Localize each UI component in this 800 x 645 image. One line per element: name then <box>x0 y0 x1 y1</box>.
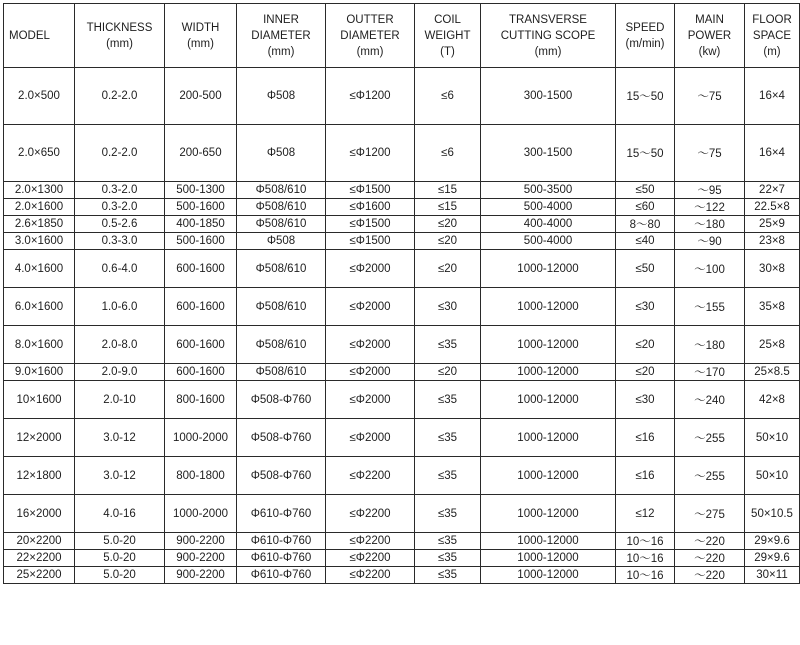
cell-outer-diameter: ≤Φ2000 <box>326 288 415 326</box>
cell-main-power: ～100 <box>675 250 745 288</box>
cell-cutting-scope: 1000-12000 <box>481 457 616 495</box>
cell-coil-weight: ≤35 <box>415 495 481 533</box>
cell-floor-space: 25×8.5 <box>745 364 800 381</box>
cell-floor-space: 16×4 <box>745 68 800 125</box>
cell-coil-weight: ≤35 <box>415 381 481 419</box>
cell-model: 10×1600 <box>4 381 75 419</box>
spec-table-body <box>4 68 800 584</box>
header-main-power: MAIN POWER (kw) <box>675 4 745 68</box>
cell-floor-space: 42×8 <box>745 381 800 419</box>
table-row <box>4 125 800 182</box>
cell-outer-diameter: ≤Φ2200 <box>326 533 415 550</box>
cell-outer-diameter: ≤Φ2200 <box>326 550 415 567</box>
cell-thickness: 0.2-2.0 <box>75 125 165 182</box>
cell-main-power: ～180 <box>675 326 745 364</box>
cell-width: 400-1850 <box>165 216 237 233</box>
cell-main-power: ～180 <box>675 216 745 233</box>
cell-inner-diameter: Φ508 <box>237 125 326 182</box>
cell-cutting-scope: 300-1500 <box>481 68 616 125</box>
cell-model: 6.0×1600 <box>4 288 75 326</box>
cell-thickness: 3.0-12 <box>75 419 165 457</box>
table-row <box>4 533 800 550</box>
cell-model: 22×2200 <box>4 550 75 567</box>
cell-inner-diameter: Φ610-Φ760 <box>237 567 326 584</box>
cell-main-power: ～170 <box>675 364 745 381</box>
cell-outer-diameter: ≤Φ1500 <box>326 216 415 233</box>
cell-width: 800-1800 <box>165 457 237 495</box>
cell-model: 3.0×1600 <box>4 233 75 250</box>
cell-speed: ≤16 <box>616 419 675 457</box>
cell-inner-diameter: Φ508/610 <box>237 199 326 216</box>
cell-outer-diameter: ≤Φ2000 <box>326 381 415 419</box>
cell-cutting-scope: 1000-12000 <box>481 364 616 381</box>
cell-floor-space: 22×7 <box>745 182 800 199</box>
cell-main-power: ～275 <box>675 495 745 533</box>
cell-coil-weight: ≤20 <box>415 250 481 288</box>
cell-speed: ≤20 <box>616 326 675 364</box>
cell-main-power: ～240 <box>675 381 745 419</box>
cell-speed: ≤16 <box>616 457 675 495</box>
cell-inner-diameter: Φ610-Φ760 <box>237 550 326 567</box>
cell-main-power: ～220 <box>675 550 745 567</box>
cell-model: 2.6×1850 <box>4 216 75 233</box>
cell-cutting-scope: 500-3500 <box>481 182 616 199</box>
cell-width: 900-2200 <box>165 550 237 567</box>
table-row <box>4 364 800 381</box>
cell-speed: ≤60 <box>616 199 675 216</box>
cell-thickness: 2.0-8.0 <box>75 326 165 364</box>
cell-speed: 10～16 <box>616 567 675 584</box>
cell-thickness: 0.3-2.0 <box>75 182 165 199</box>
cell-main-power: ～122 <box>675 199 745 216</box>
header-floor-space: FLOOR SPACE (m) <box>745 4 800 68</box>
cell-coil-weight: ≤35 <box>415 567 481 584</box>
cell-main-power: ～255 <box>675 419 745 457</box>
cell-thickness: 5.0-20 <box>75 567 165 584</box>
cell-width: 800-1600 <box>165 381 237 419</box>
table-row <box>4 216 800 233</box>
cell-speed: ≤30 <box>616 288 675 326</box>
cell-outer-diameter: ≤Φ1500 <box>326 182 415 199</box>
cell-floor-space: 50×10 <box>745 457 800 495</box>
cell-coil-weight: ≤35 <box>415 550 481 567</box>
cell-floor-space: 29×9.6 <box>745 533 800 550</box>
cell-inner-diameter: Φ508 <box>237 233 326 250</box>
cell-inner-diameter: Φ610-Φ760 <box>237 495 326 533</box>
cell-model: 4.0×1600 <box>4 250 75 288</box>
cell-width: 1000-2000 <box>165 495 237 533</box>
cell-width: 500-1300 <box>165 182 237 199</box>
cell-speed: 10～16 <box>616 533 675 550</box>
cell-main-power: ～75 <box>675 125 745 182</box>
cell-speed: 10～16 <box>616 550 675 567</box>
cell-outer-diameter: ≤Φ2000 <box>326 419 415 457</box>
cell-main-power: ～220 <box>675 533 745 550</box>
cell-cutting-scope: 400-4000 <box>481 216 616 233</box>
cell-model: 16×2000 <box>4 495 75 533</box>
table-row <box>4 182 800 199</box>
cell-coil-weight: ≤35 <box>415 326 481 364</box>
cell-floor-space: 30×11 <box>745 567 800 584</box>
cell-width: 600-1600 <box>165 326 237 364</box>
cell-inner-diameter: Φ508/610 <box>237 250 326 288</box>
cell-speed: ≤40 <box>616 233 675 250</box>
cell-thickness: 3.0-12 <box>75 457 165 495</box>
cell-coil-weight: ≤20 <box>415 233 481 250</box>
table-row <box>4 457 800 495</box>
table-row <box>4 567 800 584</box>
cell-model: 25×2200 <box>4 567 75 584</box>
cell-model: 12×2000 <box>4 419 75 457</box>
header-coil-weight: COIL WEIGHT (T) <box>415 4 481 68</box>
cell-model: 2.0×1600 <box>4 199 75 216</box>
cell-width: 600-1600 <box>165 364 237 381</box>
cell-floor-space: 35×8 <box>745 288 800 326</box>
cell-main-power: ～75 <box>675 68 745 125</box>
cell-inner-diameter: Φ508-Φ760 <box>237 419 326 457</box>
cell-cutting-scope: 500-4000 <box>481 233 616 250</box>
cell-cutting-scope: 300-1500 <box>481 125 616 182</box>
cell-width: 900-2200 <box>165 533 237 550</box>
cell-speed: 15～50 <box>616 68 675 125</box>
cell-speed: ≤30 <box>616 381 675 419</box>
cell-model: 2.0×1300 <box>4 182 75 199</box>
cell-coil-weight: ≤15 <box>415 182 481 199</box>
cell-coil-weight: ≤35 <box>415 419 481 457</box>
cell-floor-space: 22.5×8 <box>745 199 800 216</box>
cell-cutting-scope: 1000-12000 <box>481 533 616 550</box>
table-row <box>4 381 800 419</box>
table-row <box>4 250 800 288</box>
cell-thickness: 4.0-16 <box>75 495 165 533</box>
cell-inner-diameter: Φ508/610 <box>237 216 326 233</box>
cell-model: 2.0×650 <box>4 125 75 182</box>
cell-model: 2.0×500 <box>4 68 75 125</box>
cell-floor-space: 16×4 <box>745 125 800 182</box>
cell-cutting-scope: 1000-12000 <box>481 381 616 419</box>
cell-inner-diameter: Φ508-Φ760 <box>237 457 326 495</box>
cell-model: 12×1800 <box>4 457 75 495</box>
cell-cutting-scope: 1000-12000 <box>481 495 616 533</box>
cell-width: 600-1600 <box>165 288 237 326</box>
cell-speed: ≤20 <box>616 364 675 381</box>
header-inner-diameter: INNER DIAMETER (mm) <box>237 4 326 68</box>
cell-cutting-scope: 1000-12000 <box>481 419 616 457</box>
cell-coil-weight: ≤35 <box>415 457 481 495</box>
cell-speed: 15～50 <box>616 125 675 182</box>
cell-floor-space: 50×10 <box>745 419 800 457</box>
cell-width: 200-500 <box>165 68 237 125</box>
table-row <box>4 199 800 216</box>
table-row <box>4 495 800 533</box>
cell-thickness: 0.6-4.0 <box>75 250 165 288</box>
cell-thickness: 0.2-2.0 <box>75 68 165 125</box>
cell-cutting-scope: 1000-12000 <box>481 250 616 288</box>
cell-outer-diameter: ≤Φ1600 <box>326 199 415 216</box>
cell-thickness: 5.0-20 <box>75 550 165 567</box>
cell-model: 8.0×1600 <box>4 326 75 364</box>
table-row <box>4 419 800 457</box>
header-thickness: THICKNESS (mm) <box>75 4 165 68</box>
cell-inner-diameter: Φ508-Φ760 <box>237 381 326 419</box>
cell-inner-diameter: Φ508/610 <box>237 364 326 381</box>
table-row <box>4 233 800 250</box>
cell-outer-diameter: ≤Φ2000 <box>326 326 415 364</box>
cell-outer-diameter: ≤Φ2000 <box>326 364 415 381</box>
cell-thickness: 1.0-6.0 <box>75 288 165 326</box>
cell-coil-weight: ≤20 <box>415 364 481 381</box>
cell-cutting-scope: 1000-12000 <box>481 550 616 567</box>
cell-model: 20×2200 <box>4 533 75 550</box>
cell-coil-weight: ≤20 <box>415 216 481 233</box>
cell-outer-diameter: ≤Φ2000 <box>326 250 415 288</box>
cell-speed: ≤50 <box>616 182 675 199</box>
cell-outer-diameter: ≤Φ2200 <box>326 495 415 533</box>
cell-cutting-scope: 1000-12000 <box>481 326 616 364</box>
table-row <box>4 550 800 567</box>
table-row <box>4 68 800 125</box>
cell-width: 1000-2000 <box>165 419 237 457</box>
header-cutting-scope: TRANSVERSE CUTTING SCOPE (mm) <box>481 4 616 68</box>
header-speed: SPEED (m/min) <box>616 4 675 68</box>
cell-width: 200-650 <box>165 125 237 182</box>
cell-inner-diameter: Φ508/610 <box>237 326 326 364</box>
cell-cutting-scope: 500-4000 <box>481 199 616 216</box>
cell-model: 9.0×1600 <box>4 364 75 381</box>
cell-thickness: 5.0-20 <box>75 533 165 550</box>
cell-thickness: 0.3-2.0 <box>75 199 165 216</box>
cell-thickness: 0.3-3.0 <box>75 233 165 250</box>
cell-floor-space: 30×8 <box>745 250 800 288</box>
cell-cutting-scope: 1000-12000 <box>481 288 616 326</box>
header-model: MODEL <box>4 4 75 68</box>
cell-main-power: ～90 <box>675 233 745 250</box>
cell-coil-weight: ≤6 <box>415 68 481 125</box>
cell-outer-diameter: ≤Φ1200 <box>326 68 415 125</box>
cell-speed: ≤50 <box>616 250 675 288</box>
cell-main-power: ～155 <box>675 288 745 326</box>
cell-width: 500-1600 <box>165 233 237 250</box>
cell-thickness: 2.0-9.0 <box>75 364 165 381</box>
cell-floor-space: 50×10.5 <box>745 495 800 533</box>
cell-thickness: 0.5-2.6 <box>75 216 165 233</box>
cell-floor-space: 25×8 <box>745 326 800 364</box>
cell-width: 900-2200 <box>165 567 237 584</box>
cell-outer-diameter: ≤Φ1500 <box>326 233 415 250</box>
cell-floor-space: 29×9.6 <box>745 550 800 567</box>
table-row <box>4 288 800 326</box>
cell-outer-diameter: ≤Φ2200 <box>326 457 415 495</box>
cell-coil-weight: ≤35 <box>415 533 481 550</box>
cell-coil-weight: ≤6 <box>415 125 481 182</box>
cell-outer-diameter: ≤Φ1200 <box>326 125 415 182</box>
spec-table <box>3 3 800 584</box>
cell-inner-diameter: Φ508/610 <box>237 288 326 326</box>
cell-thickness: 2.0-10 <box>75 381 165 419</box>
cell-speed: 8～80 <box>616 216 675 233</box>
cell-outer-diameter: ≤Φ2200 <box>326 567 415 584</box>
header-row <box>4 4 800 68</box>
cell-floor-space: 25×9 <box>745 216 800 233</box>
table-row <box>4 326 800 364</box>
cell-width: 500-1600 <box>165 199 237 216</box>
cell-inner-diameter: Φ610-Φ760 <box>237 533 326 550</box>
cell-width: 600-1600 <box>165 250 237 288</box>
header-outer-diameter: OUTTER DIAMETER (mm) <box>326 4 415 68</box>
cell-main-power: ～95 <box>675 182 745 199</box>
cell-inner-diameter: Φ508/610 <box>237 182 326 199</box>
cell-inner-diameter: Φ508 <box>237 68 326 125</box>
cell-cutting-scope: 1000-12000 <box>481 567 616 584</box>
cell-coil-weight: ≤30 <box>415 288 481 326</box>
cell-main-power: ～255 <box>675 457 745 495</box>
header-width: WIDTH (mm) <box>165 4 237 68</box>
cell-floor-space: 23×8 <box>745 233 800 250</box>
cell-main-power: ～220 <box>675 567 745 584</box>
cell-speed: ≤12 <box>616 495 675 533</box>
cell-coil-weight: ≤15 <box>415 199 481 216</box>
